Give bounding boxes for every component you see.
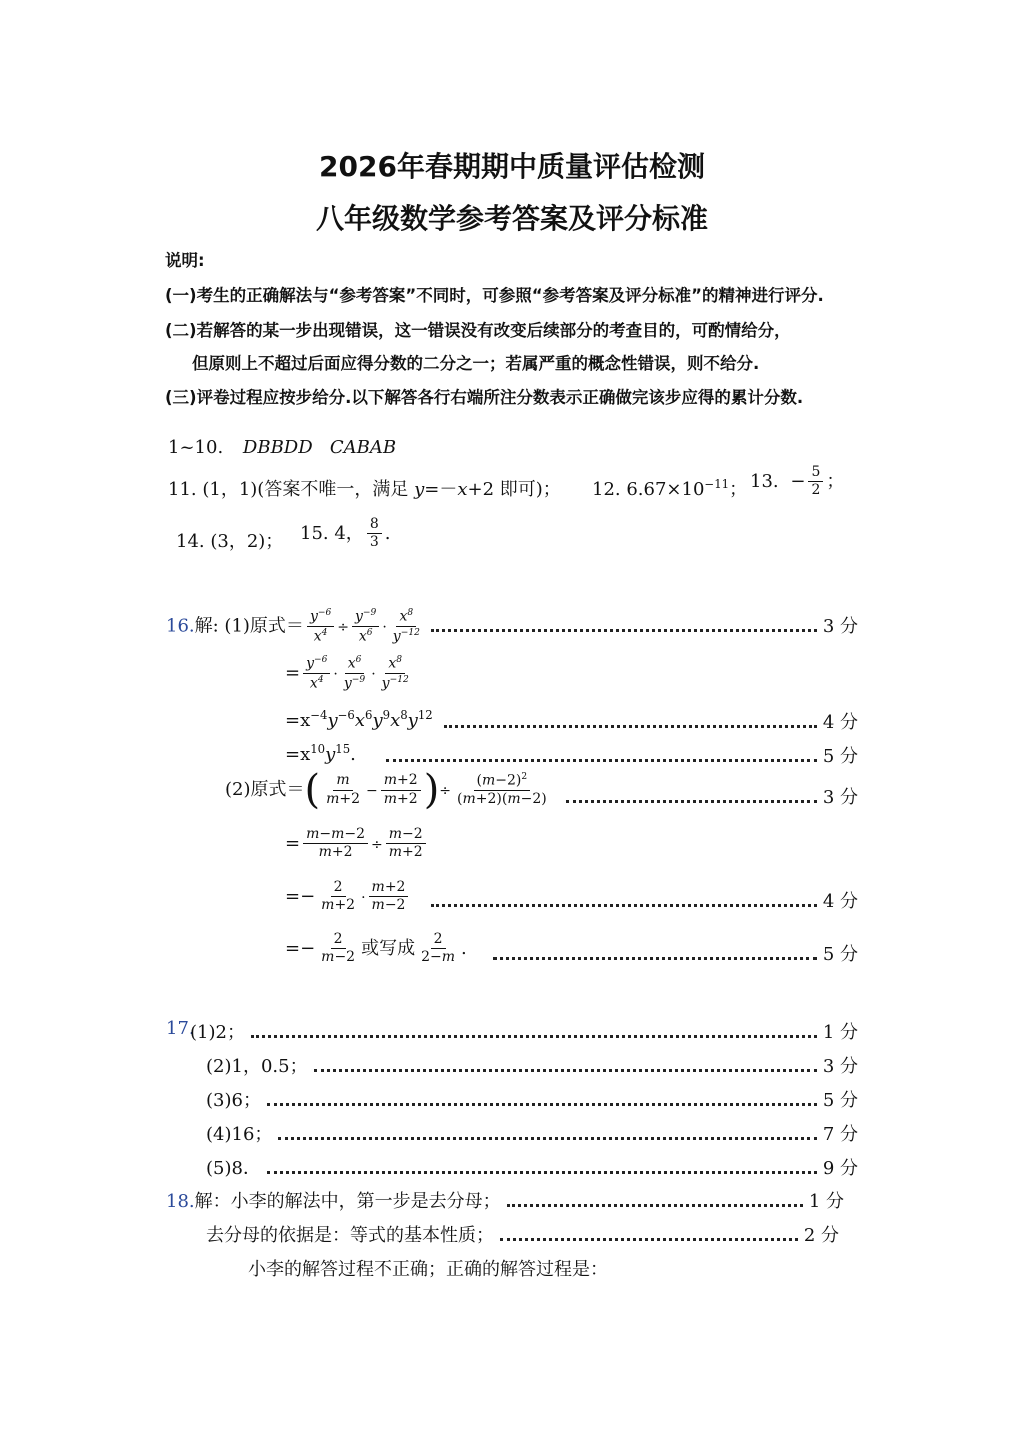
- q17-item-5-text: (5)8．: [206, 1158, 261, 1179]
- q17-item-2-text: (2)1，0.5；: [206, 1056, 308, 1077]
- q16-l3-prefix: =x: [285, 710, 311, 731]
- q16-part2-line1: (2)原式＝( $\frac{m}{m+2}$ − $\frac{m+2}{m+2}$ )÷ $\frac{(m-2)^2}{(m+2)(m-2)}$: [225, 767, 547, 813]
- q16-p2-score4-line: [425, 887, 858, 913]
- q16-part2-line2: = $\frac{m-m-2}{m+2}$ ÷ $\frac{m-2}{m+2}$: [285, 827, 429, 861]
- q15-text: 15. 4，: [300, 522, 364, 544]
- q17-item-4-score: 7 分: [822, 1124, 858, 1145]
- frac-c: $\frac{x^8}{y^{-12}}$: [381, 655, 409, 692]
- q17-item-1: [190, 1018, 858, 1044]
- q16-part1-line1: 16.解: (1)原式＝ $\frac{y^{-6}}{x^4}$ ÷ $\frac{y^{-9}}{x^6}$ · $\frac{x^8}{y^{-12}}$: [166, 608, 426, 645]
- fill-11: [168, 475, 561, 501]
- q17-item-3-score: 5 分: [822, 1090, 858, 1111]
- q13-fraction: [808, 465, 823, 499]
- q17-item-2: [206, 1052, 858, 1078]
- q18-line1-text: 解：小李的解法中，第一步是去分母；: [194, 1191, 501, 1212]
- q18-line-3: 小李的解答过程不正确；正确的解答过程是：: [248, 1259, 608, 1280]
- fill-13: [750, 465, 844, 499]
- q18-line-2: [206, 1221, 839, 1247]
- q16-p2-label: (2)原式＝: [225, 779, 305, 800]
- fill-12: [592, 475, 747, 501]
- q16-p2-score5-line: [487, 940, 858, 966]
- q15-den: 3: [369, 534, 379, 551]
- q13-text: 13.: [750, 470, 779, 492]
- q17-item-5-score: 9 分: [822, 1158, 858, 1179]
- q17-item-3: [206, 1086, 858, 1112]
- q16-part1-line4: $=x^{10}y^{15}$.: [285, 742, 356, 765]
- q11-text: 11. (1，1)(答案不唯一，满足: [168, 479, 409, 500]
- q17-item-5: [206, 1154, 858, 1180]
- q12-text: 12. 6.67×10: [592, 479, 705, 500]
- q16-part2-line4: =− $\frac{2}{m-2}$ 或写成 $\frac{2}{2-m}$ .: [285, 931, 467, 966]
- q18-score-2: 2 分: [803, 1225, 839, 1246]
- fill-14: 14. (3，2)；: [176, 531, 284, 552]
- q11-eq: =－: [424, 479, 458, 500]
- q18-line-1: [166, 1187, 844, 1213]
- exam-subtitle: 八年级数学参考答案及评分标准: [315, 202, 708, 235]
- q16-p2-score3-line: [560, 783, 858, 809]
- q15-fraction: [367, 517, 382, 551]
- q15-tail: .: [384, 522, 391, 544]
- frac-b: $\frac{x^6}{y^{-9}}$: [343, 655, 366, 692]
- exam-title: 2026年春期期中质量评估检测: [319, 150, 705, 183]
- frac-y-6-over-x4: $\frac{y^{-6}}{x^4}$: [307, 608, 334, 645]
- choice-answers: [168, 437, 396, 458]
- q16-l4-prefix: =x: [285, 744, 311, 765]
- q17-item-4-text: (4)16；: [206, 1124, 273, 1145]
- q16-number: 16.: [166, 615, 195, 637]
- q13-num: 5: [808, 465, 823, 482]
- notes-label: 说明:: [165, 251, 205, 270]
- q13-sign: −: [790, 470, 806, 492]
- choice-letters: DBBDD CABAB: [242, 437, 397, 458]
- q16-p2-score-4: 4 分: [822, 891, 858, 912]
- frac-x8-over-y-12: $\frac{x^8}{y^{-12}}$: [392, 608, 420, 645]
- q16-p1-score3-line: [425, 612, 858, 638]
- q16-part2-line3: =− $\frac{2}{m+2}$ · $\frac{m+2}{m-2}$: [285, 880, 411, 914]
- note-1: (一)考生的正确解法与“参考答案”不同时，可参照“参考答案及评分标准”的精神进行评分.: [165, 286, 824, 305]
- q16-p2-score-5: 5 分: [822, 944, 858, 965]
- q16-or-write: 或写成: [361, 937, 416, 959]
- q17-item-1-text: (1)2；: [190, 1022, 245, 1043]
- q13-den: 2: [811, 482, 821, 499]
- q16-p1-score5-line: [380, 742, 858, 768]
- fill-15: [300, 517, 390, 551]
- q18-score-1: 1 分: [808, 1191, 844, 1212]
- q11-x: x: [457, 479, 468, 500]
- q13-tail: ；: [826, 470, 845, 492]
- q16-p2-score-3: 3 分: [822, 787, 858, 808]
- q17-item-2-score: 3 分: [822, 1056, 858, 1077]
- q16-score-4: 4 分: [822, 712, 858, 733]
- q18-number: 18.: [166, 1191, 195, 1212]
- q17-number: 17.: [166, 1018, 195, 1039]
- q11-tail: +2 即可)；: [467, 479, 561, 500]
- note-2b: 但原则上不超过后面应得分数的二分之一；若属严重的概念性错误，则不给分.: [192, 354, 760, 373]
- note-2a: (二)若解答的某一步出现错误，这一错误没有改变后续部分的考查目的，可酌情给分，: [165, 321, 791, 340]
- frac-a: $\frac{y^{-6}}{x^4}$: [303, 655, 330, 692]
- q11-y: y: [414, 479, 425, 500]
- q16-score-5: 5 分: [822, 746, 858, 767]
- q16-part1-line3: $=x^{-4}y^{-6}x^6y^9x^8y^{12}$: [285, 708, 433, 731]
- q17-item-1-score: 1 分: [822, 1022, 858, 1043]
- q17-item-3-text: (3)6；: [206, 1090, 261, 1111]
- q16-part1-line2: = $\frac{y^{-6}}{x^4}$ · $\frac{x^6}{y^{-9}}$ · $\frac{x^8}{y^{-12}}$: [285, 655, 415, 692]
- q17-item-4: [206, 1120, 858, 1146]
- q12-exponent: −11: [704, 477, 730, 491]
- note-3: (三)评卷过程应按步给分.以下解答各行右端所注分数表示正确做完该步应得的累计分数.: [165, 388, 804, 407]
- frac-y-9-over-x6: $\frac{y^{-9}}{x^6}$: [352, 608, 379, 645]
- q16-label: 解: (1)原式＝: [194, 615, 304, 637]
- q18-line2-text: 去分母的依据是：等式的基本性质；: [206, 1225, 494, 1246]
- q16-p1-score4-line: [438, 708, 858, 734]
- q16-period: .: [461, 937, 467, 959]
- q16-score-3: 3 分: [822, 616, 858, 637]
- q15-num: 8: [367, 517, 382, 534]
- choice-label: 1~10.: [168, 437, 224, 458]
- q12-tail: ；: [729, 479, 748, 500]
